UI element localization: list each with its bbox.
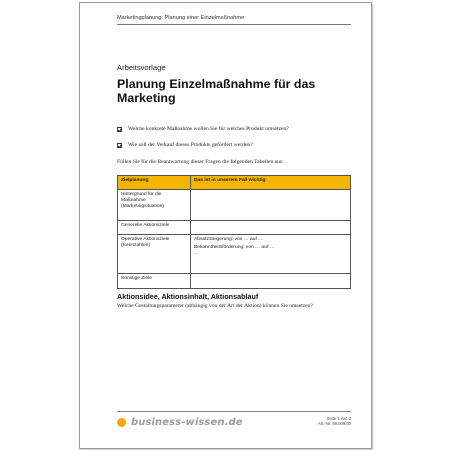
table-header-row bbox=[118, 176, 351, 190]
document-subtitle: Arbeitsvorlage bbox=[117, 63, 166, 72]
footer-divider bbox=[117, 411, 351, 412]
question-item bbox=[117, 142, 253, 148]
table-row bbox=[118, 235, 351, 274]
table-row bbox=[118, 221, 351, 235]
article-number: Art.-Nr. 99.009.00 bbox=[317, 421, 351, 427]
brand-dot-icon bbox=[117, 418, 126, 427]
row-value-line: … bbox=[194, 251, 199, 257]
checkmark-icon bbox=[117, 127, 122, 132]
row-label-line: Operative Aktionsziele bbox=[121, 237, 170, 242]
section-text: Welche Gestaltungsparameter (abhängig von der Art der Aktion) können Sie umsetzen? bbox=[117, 303, 313, 309]
row-value-line: Absatzsteigerung: von … auf … bbox=[194, 237, 264, 242]
row-value-line: Bekanntheitsförderung: von … auf … bbox=[194, 245, 275, 251]
intro-text: Füllen Sie für die Beantwortung dieser Fragen die folgenden Tabellen aus: bbox=[117, 159, 284, 165]
row-value bbox=[191, 190, 351, 221]
question-text: Wie soll der Verkauf dieses Produkts gefördert werden? bbox=[128, 142, 253, 148]
row-label: Generelle Aktionsziele bbox=[118, 221, 191, 235]
row-label-line: (Kennzahlen) bbox=[121, 243, 151, 249]
row-value bbox=[191, 221, 351, 235]
question-item bbox=[117, 126, 289, 132]
question-text: Welche konkrete Maßnahme wollen Sie für welches Produkt umsetzen? bbox=[128, 126, 289, 132]
page-number: Seite 1 von 2 bbox=[326, 416, 351, 421]
table-row bbox=[118, 274, 351, 289]
planning-table bbox=[117, 175, 351, 289]
section-heading: Aktionsidee, Aktionsinhalt, Aktionsablauf bbox=[117, 292, 259, 301]
page-info bbox=[318, 416, 351, 426]
brand-logo bbox=[117, 417, 243, 428]
row-value bbox=[191, 274, 351, 289]
row-label: Sonstige Ziele bbox=[118, 274, 191, 289]
document-page bbox=[79, 2, 372, 449]
row-label: Hintergrund für die Maßnahme (Marketingsituation) bbox=[118, 190, 191, 221]
running-header: Marketingplanung: Planung einer Einzelmaßnahme bbox=[117, 15, 351, 25]
row-value bbox=[191, 235, 351, 274]
table-row bbox=[118, 190, 351, 221]
table-header-cell: Zielplanung bbox=[118, 176, 191, 190]
brand-name: business-wissen.de bbox=[131, 417, 243, 428]
checkmark-icon bbox=[117, 143, 122, 148]
table-header-cell: Das ist in unserem Fall wichtig bbox=[191, 176, 351, 190]
row-label bbox=[118, 235, 191, 274]
document-title: Planung Einzelmaßnahme für das Marketing bbox=[117, 77, 316, 106]
